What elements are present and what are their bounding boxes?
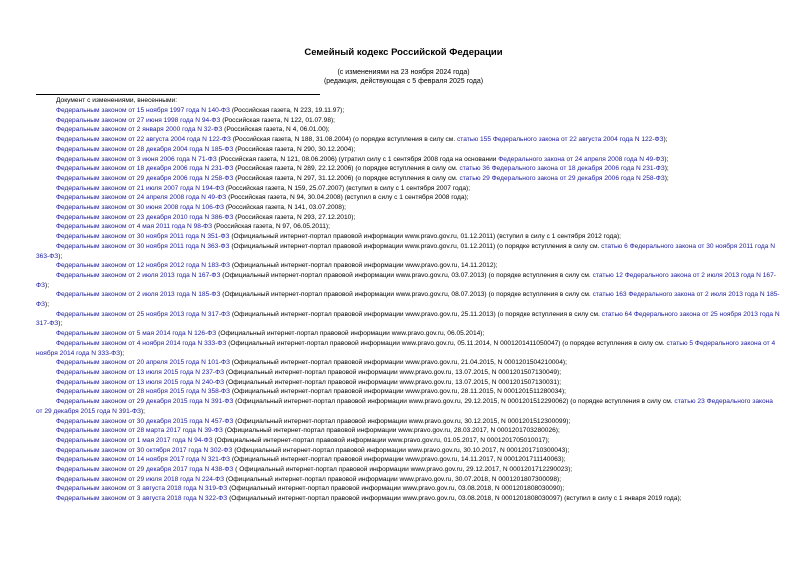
amendment-entry [36, 145, 780, 155]
entry-text: ); [664, 174, 669, 182]
law-link[interactable]: статью 36 Федерального закона от 18 декабря 2006 года N 231-ФЗ [459, 165, 665, 173]
law-link[interactable]: статью 163 Федерального закона от 2 июля 2013 года N 185-ФЗ [36, 291, 780, 309]
amendment-entry [36, 271, 780, 290]
law-link[interactable]: Федеральным законом от 2 июля 2013 года N 185-ФЗ [56, 291, 221, 299]
entry-text: ); [45, 301, 50, 309]
separator-line [36, 94, 320, 95]
law-link[interactable]: Федеральным законом от 4 мая 2011 года N 98-ФЗ [56, 223, 213, 231]
entry-text: (Официальный интернет-портал правовой информации www.pravo.gov.ru, 03.08.2018, N 0001201808030090); [227, 485, 565, 493]
law-link[interactable]: Федеральным законом от 28 ноября 2015 года N 358-ФЗ [56, 388, 231, 396]
amendment-entry [36, 368, 780, 378]
entry-text: (Официальный интернет-портал правовой информации www.pravo.gov.ru, 25.11.2013) (о порядке вступления в силу см. [230, 310, 602, 318]
law-link[interactable]: Федеральным законом от 27 июня 1998 года N 94-ФЗ [56, 116, 221, 124]
entry-text: (Российская газета, N 293, 27.12.2010); [233, 213, 356, 221]
amendment-entry [36, 116, 780, 126]
law-link[interactable]: Федеральным законом от 23 декабря 2010 года N 386-ФЗ [56, 213, 234, 221]
law-link[interactable]: Федеральным законом от 20 апреля 2015 года N 101-ФЗ [56, 359, 230, 367]
amendment-entry [36, 174, 780, 184]
entry-text: (Официальный интернет-портал правовой информации www.pravo.gov.ru, 14.11.2012); [230, 262, 498, 270]
law-link[interactable]: Федерального закона от 24 апреля 2008 года N 49-ФЗ [498, 155, 665, 163]
entry-text: (Российская газета, N 4, 06.01.00); [222, 126, 330, 134]
amendment-entry [36, 329, 780, 339]
amendment-entry [36, 339, 780, 358]
entry-text: (Официальный интернет-портал правовой информации www.pravo.gov.ru, 01.12.2011) (о порядке вступления в силу см. [229, 242, 602, 250]
entry-text: (Российская газета, N 159, 25.07.2007) (вступил в силу с 1 сентября 2007 года); [224, 184, 471, 192]
amendment-entry [36, 106, 780, 116]
entry-text: ); [140, 407, 145, 415]
law-link[interactable]: Федеральным законом от 30 декабря 2015 года N 457-ФЗ [56, 417, 234, 425]
entry-text: ); [58, 252, 63, 260]
entry-text: (Российская газета, N 297, 31.12.2006) (о порядке вступления в силу см. [233, 174, 460, 182]
law-link[interactable]: Федеральным законом от 22 августа 2004 года N 122-ФЗ [56, 136, 231, 144]
entry-text: (Официальный интернет-портал правовой информации www.pravo.gov.ru, 30.07.2018, N 0001201807300098); [224, 475, 562, 483]
law-link[interactable]: Федеральным законом от 1 мая 2017 года N 94-ФЗ [56, 436, 213, 444]
entry-text: ( Официальный интернет-портал правовой информации www.pravo.gov.ru, 29.12.2017, N 0001201712290023); [233, 466, 573, 474]
law-link[interactable]: Федеральным законом от 3 июня 2006 года N 71-ФЗ [56, 155, 217, 163]
law-link[interactable]: Федеральным законом от 3 августа 2018 года N 322-ФЗ [56, 495, 228, 503]
amendment-entry [36, 155, 780, 165]
entry-text: (Официальный интернет-портал правовой информации www.pravo.gov.ru, 03.08.2018, N 0001201808030097) (вступил в силу с 1 января 2019 года); [227, 495, 682, 503]
entry-text: ); [664, 165, 669, 173]
law-link[interactable]: Федеральным законом от 28 марта 2017 года N 39-ФЗ [56, 427, 223, 435]
amendment-entry [36, 135, 780, 145]
amendment-entry [36, 475, 780, 485]
entry-text: ); [120, 349, 125, 357]
law-link[interactable]: Федеральным законом от 30 ноября 2011 года N 363-ФЗ [56, 242, 230, 250]
entry-text: (Российская газета, N 188, 31.08.2004) (о порядке вступления в силу см. [230, 136, 457, 144]
entry-text: (Российская газета, N 289, 22.12.2006) (о порядке вступления в силу см. [233, 165, 460, 173]
entry-text: (Официальный интернет-портал правовой информации www.pravo.gov.ru, 30.10.2017, N 0001201710300043); [232, 446, 570, 454]
amendment-entry [36, 484, 780, 494]
entry-text: (Российская газета, N 290, 30.12.2004); [233, 145, 356, 153]
amendment-entry [36, 125, 780, 135]
law-link[interactable]: статью 12 Федерального закона от 2 июля 2013 года N 167-ФЗ [36, 271, 776, 289]
law-link[interactable]: Федеральным законом от 29 декабря 2017 года N 438-ФЗ [56, 466, 234, 474]
law-link[interactable]: Федеральным законом от 28 декабря 2004 года N 185-ФЗ [56, 145, 234, 153]
law-link[interactable]: Федеральным законом от 2 июля 2013 года N 167-ФЗ [56, 271, 221, 279]
amendment-entry [36, 417, 780, 427]
amendment-entry [36, 378, 780, 388]
law-link[interactable]: Федеральным законом от 15 ноября 1997 года N 140-ФЗ [56, 107, 231, 114]
law-link[interactable]: статью 5 Федерального закона от 4 ноября 2014 года N 333-ФЗ [36, 339, 776, 357]
law-link[interactable]: статью 155 Федерального закона от 22 августа 2004 года N 122-ФЗ [457, 136, 664, 144]
law-link[interactable]: Федеральным законом от 21 июля 2007 года N 194-ФЗ [56, 184, 225, 192]
entry-text: (Российская газета, N 223, 19.11.97); [230, 107, 345, 114]
entry-text: (Официальный интернет-портал правовой информации www.pravo.gov.ru, 01.05.2017, N 0001201705010017); [212, 436, 550, 444]
law-link[interactable]: Федеральным законом от 2 января 2000 года N 32-ФЗ [56, 126, 223, 134]
entry-text: (Официальный интернет-портал правовой информации www.pravo.gov.ru, 14.11.2017, N 0001201711140063); [230, 456, 566, 464]
amendment-entry [36, 164, 780, 174]
amendment-entry [36, 310, 780, 329]
law-link[interactable]: статью 29 Федерального закона от 29 декабря 2006 года N 258-ФЗ [459, 174, 665, 182]
amendment-entry [36, 222, 780, 232]
law-link[interactable]: статью 23 Федерального закона от 29 декабря 2015 года N 391-ФЗ [36, 398, 773, 415]
amendment-entry [36, 184, 780, 194]
amendment-entry [36, 446, 780, 456]
law-link[interactable]: Федеральным законом от 30 ноября 2011 года N 351-ФЗ [56, 233, 230, 241]
entry-text: (Российская газета, N 94, 30.04.2008) (вступил в силу с 1 сентября 2008 года); [226, 194, 469, 202]
law-link[interactable]: Федеральным законом от 18 декабря 2006 года N 231-ФЗ [56, 165, 234, 173]
amendment-entry [36, 232, 780, 242]
amendments-list [36, 106, 780, 504]
law-link[interactable]: Федеральным законом от 12 ноября 2012 года N 183-ФЗ [56, 262, 231, 270]
amendment-entry [36, 193, 780, 203]
entry-text: (Официальный интернет-портал правовой информации www.pravo.gov.ru, 30.12.2015, N 0001201512300099); [233, 417, 571, 425]
law-link[interactable]: Федеральным законом от 29 декабря 2006 года N 258-ФЗ [56, 174, 234, 182]
law-link[interactable]: Федеральным законом от 13 июля 2015 года N 240-ФЗ [56, 378, 225, 386]
amendments-intro: Документ с изменениями, внесенными: [56, 97, 178, 104]
entry-text: (Официальный интернет-портал правовой информации www.pravo.gov.ru, 28.11.2015, N 0001201511280034); [230, 388, 566, 396]
entry-text: (Официальный интернет-портал правовой информации www.pravo.gov.ru, 28.03.2017, N 0001201703280026); [222, 427, 560, 435]
law-link[interactable]: Федеральным законом от 29 декабря 2015 года N 391-ФЗ [56, 398, 234, 406]
entry-text: (Официальный интернет-портал правовой информации www.pravo.gov.ru, 08.07.2013) (о порядке вступления в силу см. [220, 291, 593, 299]
amendment-entry [36, 203, 780, 213]
entry-text: (Российская газета, N 122, 01.07.98); [220, 116, 336, 124]
entry-text: (Российская газета, N 121, 08.06.2006) (утратил силу с 1 сентября 2008 года на основании [216, 155, 499, 163]
amendment-entry [36, 455, 780, 465]
entry-text: (Официальный интернет-портал правовой информации www.pravo.gov.ru, 29.12.2015, N 0001201512290062) (о порядке вступления в силу см. [233, 398, 675, 406]
law-link[interactable]: Федеральным законом от 13 июля 2015 года N 237-ФЗ [56, 368, 225, 376]
amendment-entry [36, 465, 780, 475]
amendment-entry [36, 261, 780, 271]
amendment-entry [36, 358, 780, 368]
law-link[interactable]: Федеральным законом от 14 ноября 2017 года N 321-ФЗ [56, 456, 231, 464]
entry-text: ); [664, 155, 669, 163]
amendment-entry [36, 213, 780, 223]
law-link[interactable]: Федеральным законом от 24 апреля 2008 года N 49-ФЗ [56, 194, 227, 202]
entry-text: (Официальный интернет-портал правовой информации www.pravo.gov.ru, 01.12.2011) (вступил в силу с 1 сентября 2012 года); [229, 233, 622, 241]
law-link[interactable]: Федеральным законом от 29 июля 2018 года N 224-ФЗ [56, 475, 225, 483]
law-link[interactable]: Федеральным законом от 30 октября 2017 года N 302-ФЗ [56, 446, 233, 454]
amendment-entry [36, 387, 780, 397]
entry-text: (Официальный интернет-портал правовой информации www.pravo.gov.ru, 13.07.2015, N 0001201507130031); [224, 378, 562, 386]
amendment-entry [36, 242, 780, 261]
entry-text: (Официальный интернет-портал правовой информации www.pravo.gov.ru, 21.04.2015, N 0001201504210004); [229, 359, 567, 367]
law-link[interactable]: Федеральным законом от 3 августа 2018 года N 319-ФЗ [56, 485, 228, 493]
entry-text: ); [58, 320, 63, 328]
law-link[interactable]: статью 6 Федерального закона от 30 ноября 2011 года N 363-ФЗ [36, 242, 775, 260]
amendment-entry [36, 290, 780, 309]
amendment-entry [36, 436, 780, 446]
amendment-entry [36, 397, 780, 416]
amendment-entry [36, 494, 780, 504]
entry-text: ); [45, 281, 50, 289]
document-subtitle-changes: (с изменениями на 23 ноября 2024 года) [337, 69, 470, 76]
law-link[interactable]: статью 64 Федерального закона от 25 ноября 2013 года N 317-ФЗ [36, 310, 780, 328]
amendment-entry [36, 426, 780, 436]
law-link[interactable]: Федеральным законом от 30 июня 2008 года N 106-ФЗ [56, 204, 225, 212]
document-title: Семейный кодекс Российской Федерации [304, 47, 503, 58]
entry-text: ); [663, 136, 668, 144]
entry-text: (Российская газета, N 141, 03.07.2008); [224, 204, 347, 212]
entry-text: (Официальный интернет-портал правовой информации www.pravo.gov.ru, 05.11.2014, N 0001201411050047) (о порядке вступления в силу см. [226, 339, 667, 347]
entry-text: (Официальный интернет-портал правовой информации www.pravo.gov.ru, 13.07.2015, N 0001201507130049); [224, 368, 562, 376]
document-subtitle-edition: (редакция, действующая с 5 февраля 2025 года) [323, 78, 484, 85]
law-link[interactable]: Федеральным законом от 25 ноября 2013 года N 317-ФЗ [56, 310, 231, 318]
law-link[interactable]: Федеральным законом от 5 мая 2014 года N 126-ФЗ [56, 330, 217, 338]
entry-text: (Официальный интернет-портал правовой информации www.pravo.gov.ru, 06.05.2014); [216, 330, 485, 338]
entry-text: (Российская газета, N 97, 06.05.2011); [212, 223, 330, 231]
entry-text: (Официальный интернет-портал правовой информации www.pravo.gov.ru, 03.07.2013) (о порядке вступления в силу см. [220, 271, 593, 279]
law-link[interactable]: Федеральным законом от 4 ноября 2014 года N 333-ФЗ [56, 339, 227, 347]
